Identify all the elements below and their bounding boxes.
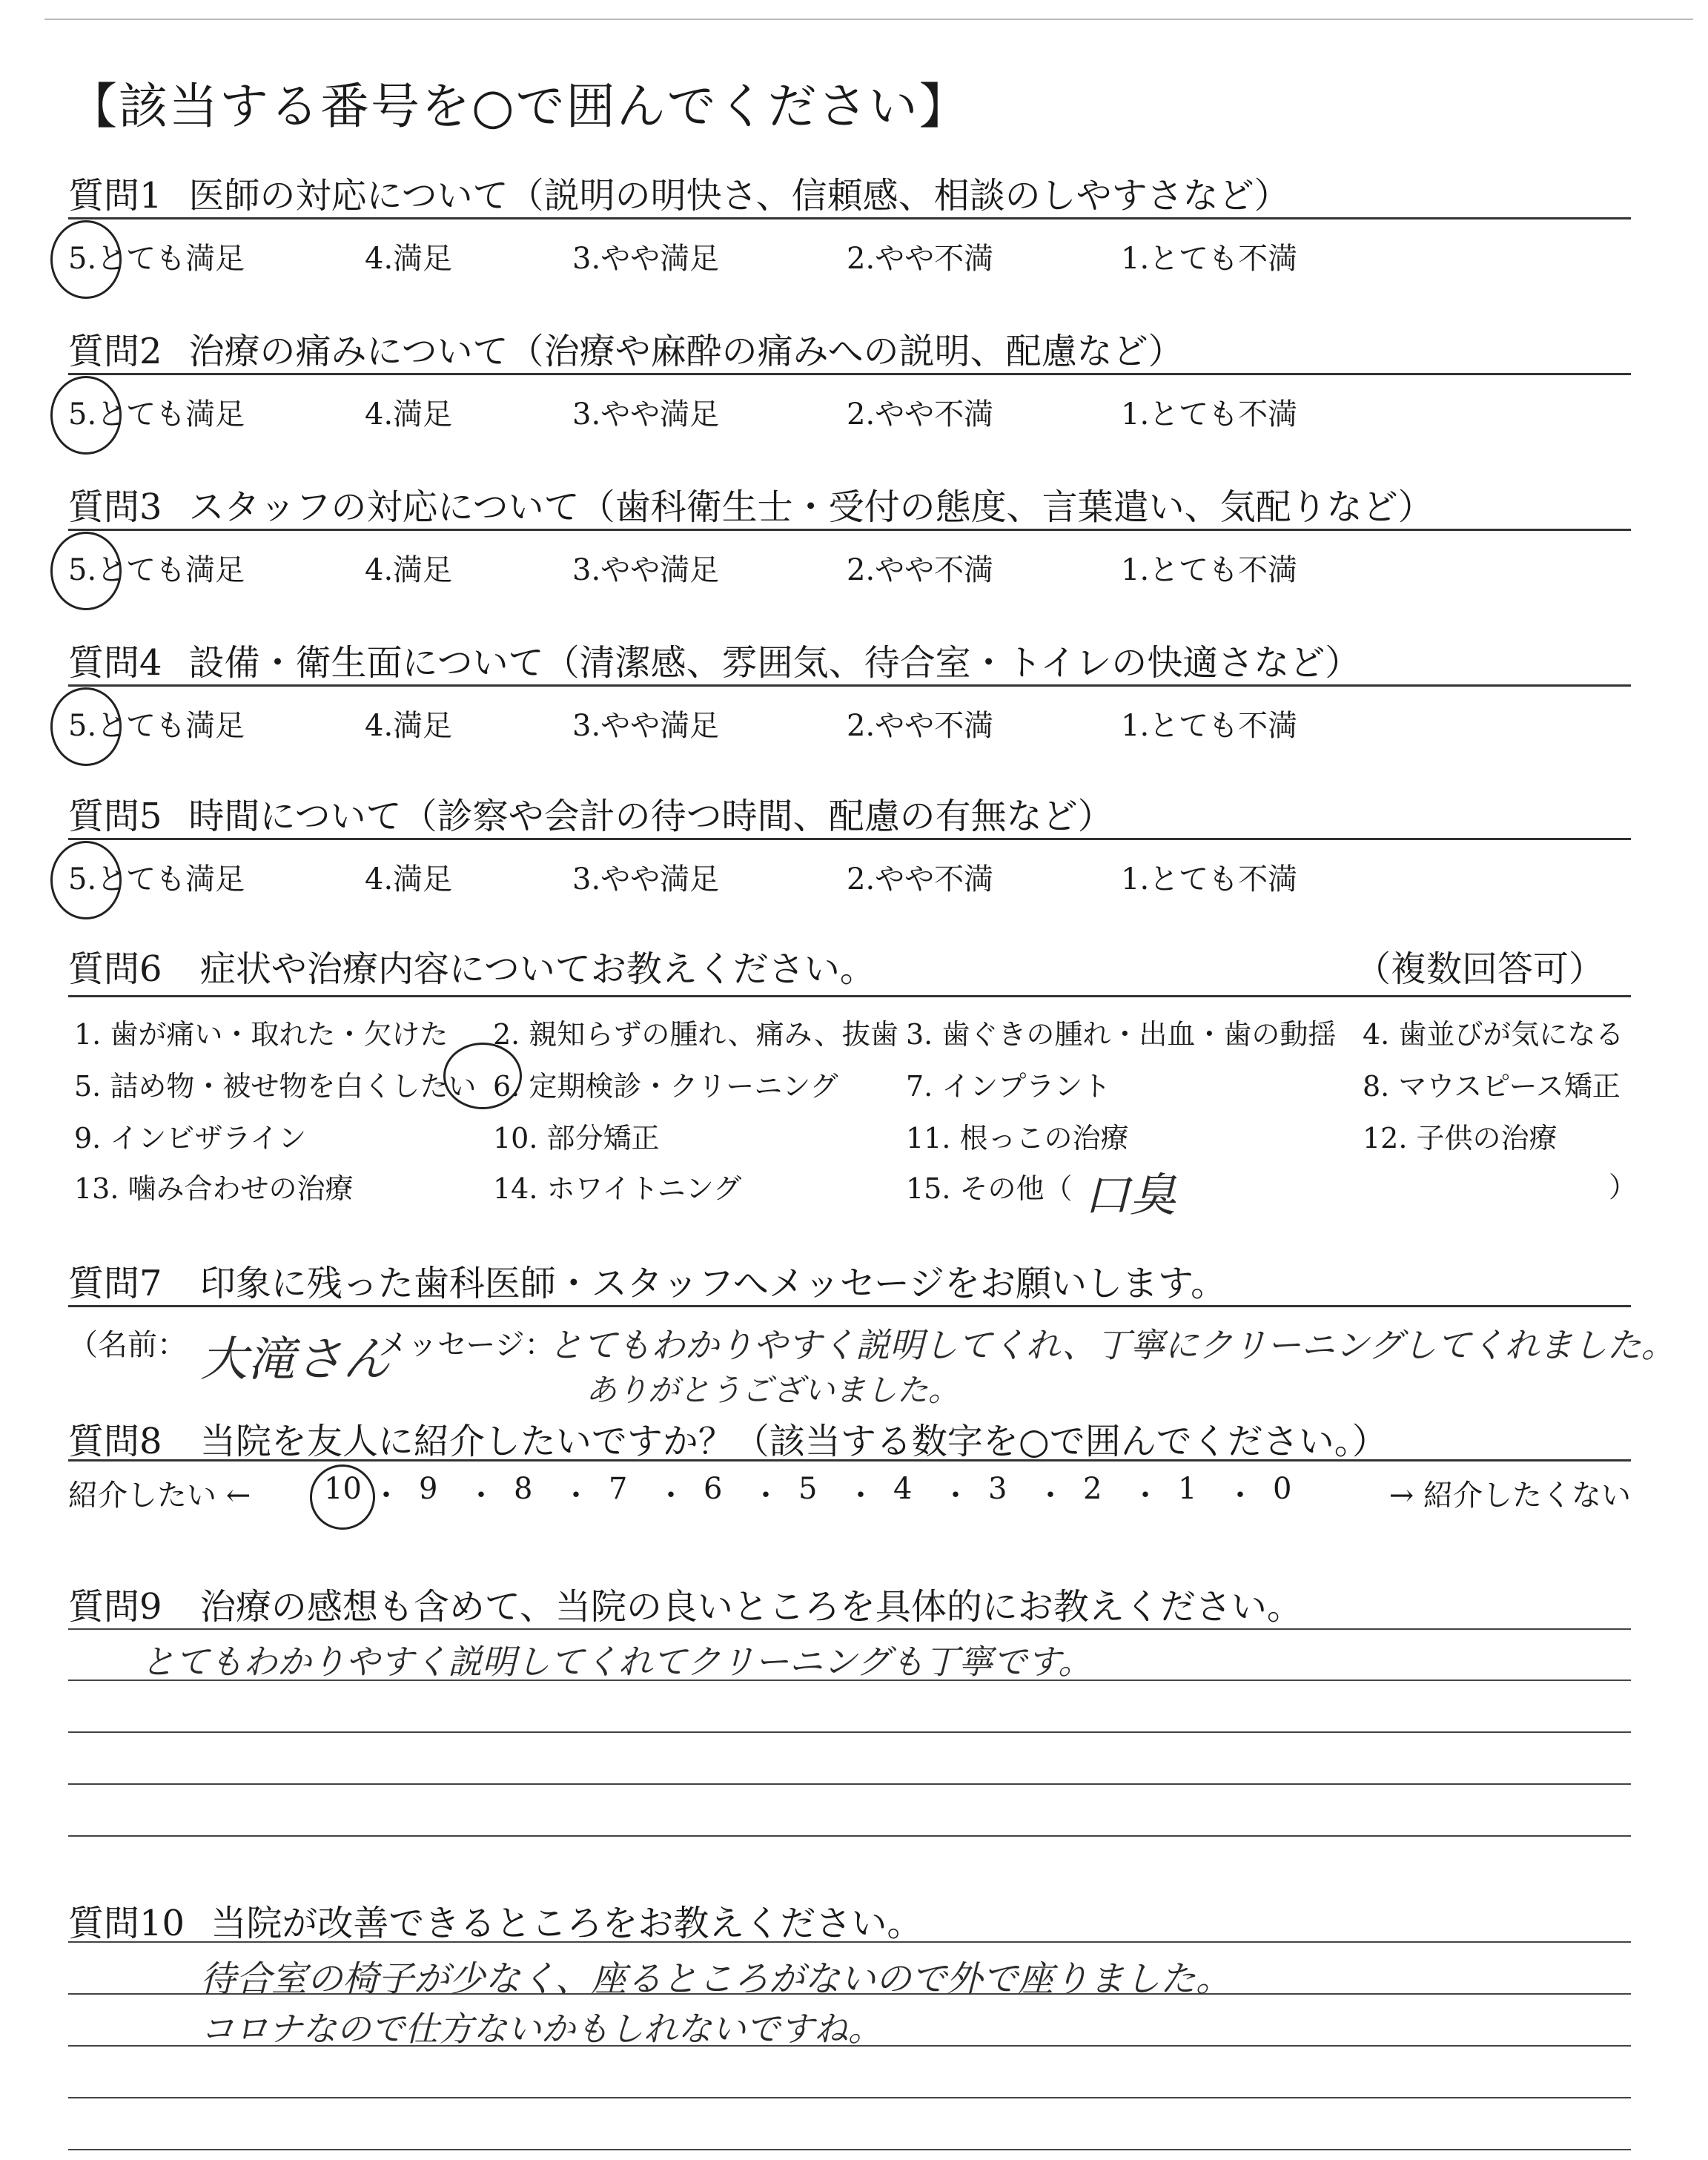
q8-scale-1[interactable]: 1 — [1178, 1472, 1197, 1506]
q7-name-label: （名前： — [68, 1328, 187, 1362]
q6-text: 症状や治療内容についてお教えください。 — [199, 948, 875, 990]
q10-answer-line-2: コロナなので仕方ないかもしれないですね。 — [200, 2009, 882, 2049]
q8-scale-separator: ・ — [466, 1479, 496, 1513]
q5-options — [68, 856, 1631, 900]
q8-scale-separator: ・ — [561, 1479, 591, 1513]
q2-option-4[interactable]: 4.満足 — [365, 397, 453, 432]
q1-heading — [68, 167, 1290, 218]
q1-option-2[interactable]: 2.やや不満 — [847, 242, 994, 276]
q7-message-label: メッセージ： — [378, 1328, 555, 1362]
q8-scale-6[interactable]: 6 — [704, 1472, 723, 1506]
q5-option-1[interactable]: 1.とても不満 — [1121, 862, 1298, 896]
q9-line-4 — [68, 1783, 1631, 1785]
q7-rule — [68, 1305, 1631, 1307]
q3-option-4[interactable]: 4.満足 — [365, 553, 453, 587]
q4-option-3[interactable]: 3.やや満足 — [572, 709, 720, 743]
q8-heading — [68, 1413, 1388, 1464]
q7-message-line2: ありがとうございました。 — [586, 1372, 960, 1408]
q2-rule — [68, 373, 1631, 375]
q7-label: 質問7 — [68, 1263, 162, 1304]
q6-item-10[interactable]: 10. 部分矯正 — [493, 1122, 660, 1155]
q9-heading — [68, 1578, 1302, 1629]
q3-option-3[interactable]: 3.やや満足 — [572, 553, 720, 587]
q6-item-6[interactable]: 6. 定期検診・クリーニング — [493, 1070, 838, 1103]
q6-item-4[interactable]: 4. 歯並びが気になる — [1363, 1018, 1624, 1051]
q7-name-value: 大滝さん — [200, 1332, 390, 1387]
q7-message-line1: とてもわかりやすく説明してくれ、丁寧にクリーニングしてくれました。 — [549, 1325, 1675, 1365]
q8-rule — [68, 1459, 1631, 1462]
q4-option-1[interactable]: 1.とても不満 — [1121, 709, 1298, 743]
q3-options — [68, 546, 1631, 591]
q4-rule — [68, 684, 1631, 687]
q6-item-2[interactable]: 2. 親知らずの腫れ、痛み、抜歯 — [493, 1018, 898, 1051]
q6-item-1[interactable]: 1. 歯が痛い・取れた・欠けた — [74, 1018, 448, 1051]
q8-scale-9[interactable]: 9 — [419, 1472, 438, 1506]
q3-rule — [68, 529, 1631, 531]
q8-scale-5[interactable]: 5 — [798, 1472, 818, 1506]
q1-option-5[interactable]: 5.とても満足 — [68, 242, 245, 276]
q8-text: 当院を友人に紹介したいですか？（該当する数字を○で囲んでください。） — [199, 1421, 1388, 1462]
q10-line-5 — [68, 2149, 1631, 2150]
q6-item-7[interactable]: 7. インプラント — [906, 1070, 1111, 1103]
q8-scale-separator: ・ — [751, 1479, 781, 1513]
q5-heading — [68, 787, 1113, 839]
q3-text: スタッフの対応について（歯科衛生士・受付の態度、言葉遣い、気配りなど） — [188, 486, 1434, 528]
q4-label: 質問4 — [68, 642, 162, 684]
q8-scale-separator: ・ — [1225, 1479, 1255, 1513]
q1-text: 医師の対応について（説明の明快さ、信頼感、相談のしやすさなど） — [188, 175, 1290, 217]
q10-line-4 — [68, 2097, 1631, 2098]
q2-label: 質問2 — [68, 331, 162, 372]
q3-label: 質問3 — [68, 486, 162, 528]
q8-scale-separator: ・ — [846, 1479, 875, 1513]
q1-option-4[interactable]: 4.満足 — [365, 242, 453, 276]
q3-option-1[interactable]: 1.とても不満 — [1121, 553, 1298, 587]
q4-heading — [68, 634, 1360, 685]
q9-text: 治療の感想も含めて、当院の良いところを具体的にお教えください。 — [199, 1586, 1302, 1628]
q8-scale-separator: ・ — [371, 1479, 401, 1513]
q2-option-1[interactable]: 1.とても不満 — [1121, 397, 1298, 432]
q6-other-answer: 口臭 — [1084, 1168, 1176, 1222]
q1-label: 質問1 — [68, 175, 162, 217]
q8-scale-3[interactable]: 3 — [988, 1472, 1007, 1506]
q8-scale-2[interactable]: 2 — [1083, 1472, 1102, 1506]
q1-option-1[interactable]: 1.とても不満 — [1121, 242, 1298, 276]
q4-text: 設備・衛生面について（清潔感、雰囲気、待合室・トイレの快適さなど） — [188, 642, 1361, 684]
q8-label: 質問8 — [68, 1421, 162, 1462]
q5-rule — [68, 838, 1631, 840]
q9-line-1 — [68, 1628, 1631, 1630]
q2-text: 治療の痛みについて（治療や麻酔の痛みへの説明、配慮など） — [188, 331, 1184, 372]
q8-scale-separator: ・ — [941, 1479, 970, 1513]
q6-item-8[interactable]: 8. マウスピース矯正 — [1363, 1070, 1621, 1103]
q9-answer-line: とてもわかりやすく説明してくれてクリーニングも丁寧です。 — [141, 1642, 1093, 1682]
q9-label: 質問9 — [68, 1586, 162, 1628]
q8-scale-7[interactable]: 7 — [609, 1472, 628, 1506]
q8-scale-0[interactable]: 0 — [1273, 1472, 1292, 1506]
q6-item-9[interactable]: 9. インビザライン — [74, 1122, 307, 1155]
q6-item-14[interactable]: 14. ホワイトニング — [493, 1172, 742, 1205]
q3-heading — [68, 478, 1434, 529]
q8-scale-separator: ・ — [1036, 1479, 1065, 1513]
q6-other-close: ） — [1609, 1171, 1638, 1203]
q4-option-4[interactable]: 4.満足 — [365, 709, 453, 743]
q10-heading — [68, 1895, 922, 1946]
q7-heading — [68, 1255, 1226, 1306]
q6-multi-note: （複数回答可） — [1354, 948, 1604, 990]
q2-option-3[interactable]: 3.やや満足 — [572, 397, 720, 432]
q6-item-15[interactable]: 15. その他（ — [906, 1172, 1073, 1205]
q5-text: 時間について（診察や会計の待つ時間、配慮の有無など） — [188, 796, 1113, 837]
q3-option-2[interactable]: 2.やや不満 — [847, 553, 994, 587]
q6-item-13[interactable]: 13. 噛み合わせの治療 — [74, 1172, 354, 1205]
q6-item-12[interactable]: 12. 子供の治療 — [1363, 1122, 1558, 1155]
q7-text: 印象に残った歯科医師・スタッフへメッセージをお願いします。 — [199, 1263, 1227, 1304]
q10-answer-line-1: 待合室の椅子が少なく、座るところがないので外で座りました。 — [200, 1958, 1232, 2000]
q2-option-2[interactable]: 2.やや不満 — [847, 397, 994, 432]
q8-scale-separator: ・ — [1131, 1479, 1160, 1513]
q4-option-5[interactable]: 5.とても満足 — [68, 709, 245, 743]
q2-heading — [68, 323, 1184, 374]
q1-options — [68, 235, 1631, 280]
q5-label: 質問5 — [68, 796, 162, 837]
q4-option-2[interactable]: 2.やや不満 — [847, 709, 994, 743]
q9-line-5 — [68, 1835, 1631, 1837]
q6-label: 質問6 — [68, 948, 162, 990]
q10-text: 当院が改善できるところをお教えください。 — [211, 1903, 923, 1944]
q5-option-3[interactable]: 3.やや満足 — [572, 862, 720, 896]
q6-item-3[interactable]: 3. 歯ぐきの腫れ・出血・歯の動揺 — [906, 1018, 1337, 1051]
q4-options — [68, 702, 1631, 747]
q5-option-5[interactable]: 5.とても満足 — [68, 862, 245, 896]
q8-left-label: 紹介したい ← — [68, 1479, 251, 1513]
q8-right-label: → 紹介したくない — [1388, 1479, 1631, 1513]
q10-line-1 — [68, 1941, 1631, 1943]
q10-label: 質問10 — [68, 1903, 185, 1944]
q8-scale-10[interactable]: 10 — [324, 1472, 362, 1506]
q5-option-4[interactable]: 4.満足 — [365, 862, 453, 896]
page-top-border — [44, 19, 1693, 20]
q2-options — [68, 391, 1631, 435]
q2-option-5[interactable]: 5.とても満足 — [68, 397, 245, 432]
page-title: 【該当する番号を○で囲んでください】 — [68, 78, 970, 135]
q9-line-3 — [68, 1731, 1631, 1733]
q5-option-2[interactable]: 2.やや不満 — [847, 862, 994, 896]
q8-scale-separator: ・ — [656, 1479, 686, 1513]
q1-rule — [68, 217, 1631, 219]
q1-option-3[interactable]: 3.やや満足 — [572, 242, 720, 276]
q6-item-11[interactable]: 11. 根っこの治療 — [906, 1122, 1129, 1155]
q6-heading — [68, 940, 875, 991]
q6-rule — [68, 995, 1631, 997]
q8-scale-8[interactable]: 8 — [514, 1472, 533, 1506]
q3-option-5[interactable]: 5.とても満足 — [68, 553, 245, 587]
q8-scale-4[interactable]: 4 — [893, 1472, 913, 1506]
q6-item-5[interactable]: 5. 詰め物・被せ物を白くしたい — [74, 1070, 477, 1103]
